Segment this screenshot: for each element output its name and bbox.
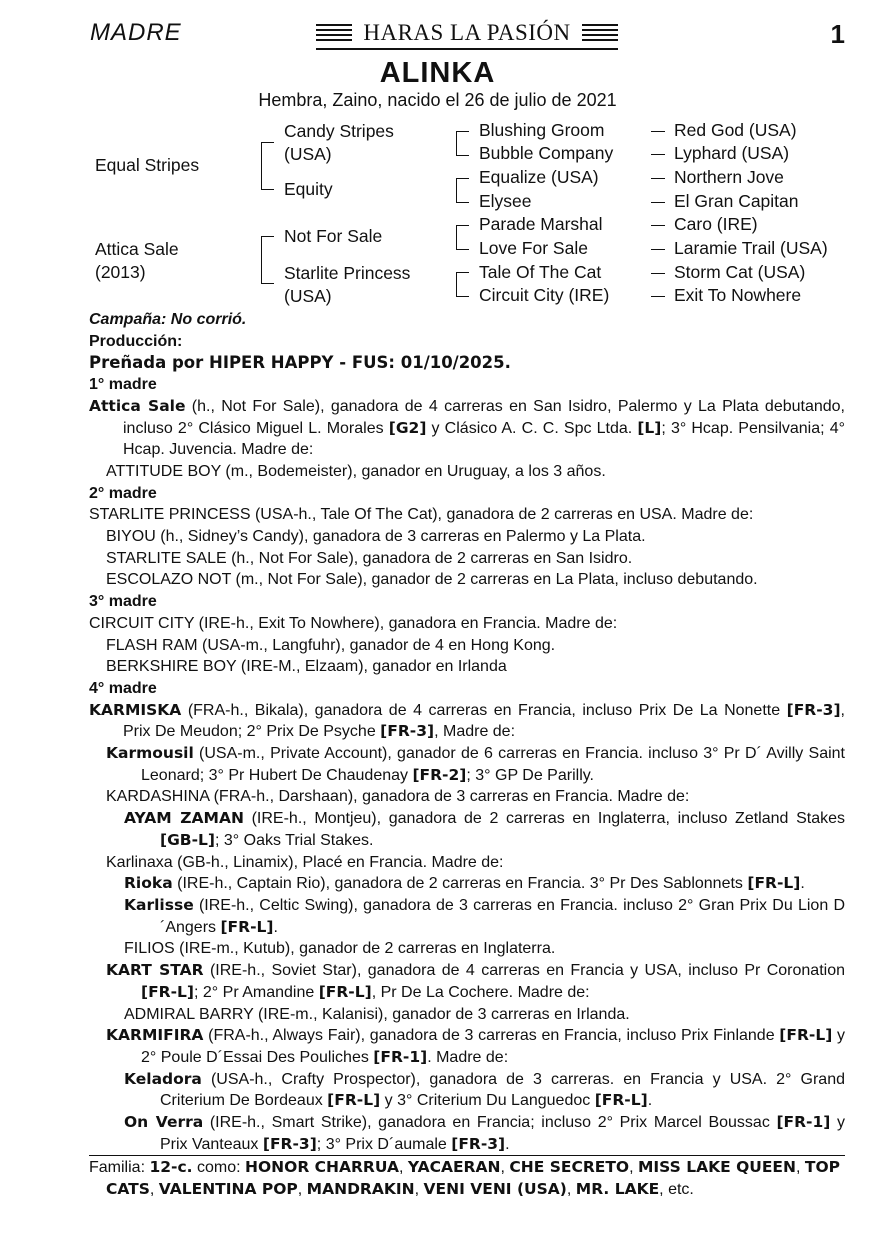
pedigree-dash xyxy=(651,178,665,179)
pregnancy-line: Preñada por HIPER HAPPY - FUS: 01/10/2025. xyxy=(89,353,511,373)
offspring-entry: BERKSHIRE BOY (IRE-M., Elzaam), ganador en Irlanda xyxy=(106,658,507,676)
brand-name: HARAS LA PASIÓN xyxy=(363,20,571,45)
pedigree-dash xyxy=(651,296,665,297)
pedigree-g2-name: Not For Sale xyxy=(284,226,383,246)
pedigree-g4: Exit To Nowhere xyxy=(674,285,802,305)
horse-name: Attica Sale xyxy=(89,396,186,415)
dam1-heading: 1° madre xyxy=(89,376,157,394)
race-grade: [FR-3] xyxy=(380,722,435,741)
pedigree-dash xyxy=(651,225,665,226)
pedigree-g3: Circuit City (IRE) xyxy=(479,285,610,305)
race-grade: [FR-L] xyxy=(220,917,274,936)
offspring-entry: BIYOU (h., Sidney’s Candy), ganadora de 3 carreras en Palermo y La Plata. xyxy=(106,528,646,546)
pedigree-bracket xyxy=(261,142,274,190)
production-label: Producción: xyxy=(89,332,183,350)
campaign-line: Campaña: No corrió. xyxy=(89,311,247,328)
family-line: Familia: 12-c. como: HONOR CHARRUA, YACAERAN, CHE SECRETO, MISS LAKE QUEEN, TOP CATS, VALENTINA POP, MANDRAKIN, VENI VENI (USA), MR. LAKE, etc. xyxy=(89,1155,845,1200)
offspring-entry: FLASH RAM (USA-m., Langfuhr), ganador de 4 en Hong Kong. xyxy=(106,636,556,654)
pedigree-g3: Tale Of The Cat xyxy=(479,262,602,282)
pedigree-g2-origin: (USA) xyxy=(284,144,332,164)
pedigree-g4: Laramie Trail (USA) xyxy=(674,238,828,258)
race-grade: [FR-L] xyxy=(594,1091,648,1110)
family-member: HONOR CHARRUA xyxy=(245,1158,399,1177)
family-member: MR. LAKE xyxy=(575,1180,660,1199)
race-grade: [FR-L] xyxy=(141,982,195,1001)
offspring-entry: KARDASHINA (FRA-h., Darshaan), ganadora de 3 carreras en Francia. Madre de: xyxy=(106,788,690,806)
horse-name: On Verra xyxy=(124,1113,204,1132)
race-grade: [G2] xyxy=(388,418,427,437)
family-member: MANDRAKIN xyxy=(306,1180,415,1199)
horse-name: Karmousil xyxy=(106,744,194,763)
horse-name: AYAM ZAMAN xyxy=(124,809,244,828)
horse-name: KARMIFIRA xyxy=(106,1026,204,1045)
horse-name: Keladora xyxy=(124,1069,202,1088)
pedigree-g3: Blushing Groom xyxy=(479,120,605,140)
race-grade: [FR-1] xyxy=(776,1113,831,1132)
horse-name: KART STAR xyxy=(106,961,204,980)
catalog-body xyxy=(89,309,845,1201)
offspring-entry: Karlisse (IRE-h., Celtic Swing), ganadora de 3 carreras en Francia. incluso 2° Gran Prix Du Lion D´Angers [FR-L]. xyxy=(124,895,845,936)
race-grade: [FR-2] xyxy=(412,765,467,784)
pedigree-g4: El Gran Capitan xyxy=(674,191,799,211)
pedigree-g3: Parade Marshal xyxy=(479,214,603,234)
offspring-entry: FILIOS (IRE-m., Kutub), ganador de 2 carreras en Inglaterra. xyxy=(124,940,556,958)
race-grade: [FR-L] xyxy=(327,1091,381,1110)
pedigree-g4: Storm Cat (USA) xyxy=(674,262,806,282)
dam4-entry: KARMISKA (FRA-h., Bikala), ganadora de 4 carreras en Francia, incluso Prix De La Nonette [FR-3], Prix De Meudon; 2° Prix De Psyche [FR-3], Madre de: xyxy=(89,700,845,741)
pedigree-sire: Equal Stripes xyxy=(95,155,200,175)
horse-name: KARMISKA xyxy=(89,700,182,719)
logo-underline xyxy=(316,48,618,50)
race-grade: [FR-L] xyxy=(747,874,801,893)
offspring-entry: ESCOLAZO NOT (m., Not For Sale), ganador de 2 carreras en La Plata, incluso debutando. xyxy=(106,571,758,589)
pedigree-dash xyxy=(651,249,665,250)
horse-description: Hembra, Zaino, nacido el 26 de julio de 2021 xyxy=(258,90,617,110)
race-grade: [FR-1] xyxy=(373,1047,428,1066)
race-grade: [FR-3] xyxy=(451,1134,506,1153)
horse-name: Karlisse xyxy=(124,895,194,914)
dam3-heading: 3° madre xyxy=(89,593,157,611)
family-member: CHE SECRETO xyxy=(509,1158,630,1177)
offspring-entry: KARMIFIRA (FRA-h., Always Fair), ganadora de 3 carreras en Francia, incluso Prix Finlande [FR-L] y 2° Poule D´Essai Des Pouliches [FR-1]. Madre de: xyxy=(106,1026,845,1066)
pedigree-g2-name: Equity xyxy=(284,179,333,199)
family-member: VENI VENI (USA) xyxy=(423,1180,567,1199)
family-member: TOP CATS xyxy=(106,1158,840,1199)
pedigree-bracket xyxy=(261,236,274,284)
pedigree-bracket xyxy=(456,272,469,297)
offspring-entry: AYAM ZAMAN (IRE-h., Montjeu), ganadora de 2 carreras en Inglaterra, incluso Zetland Stakes [GB-L]; 3° Oaks Trial Stakes. xyxy=(124,809,845,849)
brand-logo xyxy=(316,18,618,48)
offspring-entry: STARLITE SALE (h., Not For Sale), ganadora de 2 carreras en San Isidro. xyxy=(106,549,633,567)
dam2-entry: STARLITE PRINCESS (USA-h., Tale Of The Cat), ganadora de 2 carreras en USA. Madre de: xyxy=(89,506,754,524)
family-code: 12-c. xyxy=(149,1158,193,1177)
horse-name: ALINKA xyxy=(379,57,496,89)
race-grade: [L] xyxy=(637,418,662,437)
pedigree-g3: Love For Sale xyxy=(479,238,588,258)
offspring-entry: Karmousil (USA-m., Private Account), ganador de 6 carreras en Francia. incluso 3° Pr D´ Avilly Saint Leonard; 3° Pr Hubert De Chaudenay [FR-2]; 3° GP De Parilly. xyxy=(106,744,845,784)
pedigree-g3: Bubble Company xyxy=(479,143,614,163)
pedigree-g2-name: Starlite Princess xyxy=(284,263,411,283)
pedigree-dash xyxy=(651,131,665,132)
race-grade: [FR-3] xyxy=(262,1134,317,1153)
logo-bars-right-icon xyxy=(582,24,618,42)
horse-name: Rioka xyxy=(124,874,173,893)
pedigree-dam: Attica Sale xyxy=(95,239,179,259)
family-member: VALENTINA POP xyxy=(158,1180,298,1199)
dam4-heading: 4° madre xyxy=(89,679,157,697)
offspring-entry: Rioka (IRE-h., Captain Rio), ganadora de 2 carreras en Francia. 3° Pr Des Sablonnets [FR-L]. xyxy=(124,874,805,893)
family-member: MISS LAKE QUEEN xyxy=(637,1158,796,1177)
race-grade: [GB-L] xyxy=(160,830,216,849)
pedigree-g4: Lyphard (USA) xyxy=(674,143,790,163)
pedigree-g4: Caro (IRE) xyxy=(674,214,758,234)
pedigree-bracket xyxy=(456,131,469,156)
offspring-entry: Keladora (USA-h., Crafty Prospector), ganadora de 3 carreras. en Francia y USA. 2° Grand Criterium De Bordeaux [FR-L] y 3° Criterium Du Languedoc [FR-L]. xyxy=(124,1069,845,1110)
offspring-entry: On Verra (IRE-h., Smart Strike), ganadora en Francia; incluso 2° Prix Marcel Boussac [FR-1] y Prix Vanteaux [FR-3]; 3° Prix D´aumale [FR-3]. xyxy=(124,1113,846,1153)
offspring-entry: ATTITUDE BOY (m., Bodemeister), ganador en Uruguay, a los 3 años. xyxy=(106,462,606,480)
race-grade: [FR-L] xyxy=(779,1026,833,1045)
pedigree-g3: Equalize (USA) xyxy=(479,167,599,187)
pedigree-dash xyxy=(651,202,665,203)
pedigree-dash xyxy=(651,154,665,155)
dam3-entry: CIRCUIT CITY (IRE-h., Exit To Nowhere), ganadora en Francia. Madre de: xyxy=(89,614,618,632)
dam1-entry: Attica Sale (h., Not For Sale), ganadora de 4 carreras en San Isidro, Palermo y La Plata debutando, incluso 2° Clásico Miguel L. Morales [G2] y Clásico A. C. C. Spc Ltda. [L]; 3° Hcap. Pensilvania; 4° Hcap. Juvencia. Madre de: xyxy=(89,396,846,459)
race-grade: [FR-3] xyxy=(786,700,841,719)
pedigree-dash xyxy=(651,273,665,274)
pedigree-g3: Elysee xyxy=(479,191,532,211)
pedigree-g4: Northern Jove xyxy=(674,167,784,187)
pedigree-g4: Red God (USA) xyxy=(674,120,797,140)
offspring-entry: KART STAR (IRE-h., Soviet Star), ganadora de 4 carreras en Francia y USA, incluso Pr Coronation [FR-L]; 2° Pr Amandine [FR-L], Pr De La Cochere. Madre de: xyxy=(106,961,846,1001)
pedigree-bracket xyxy=(456,178,469,203)
race-grade: [FR-L] xyxy=(318,982,372,1001)
section-label: MADRE xyxy=(90,19,182,46)
pedigree-g2-name: Candy Stripes xyxy=(284,121,394,141)
pedigree-g2-origin: (USA) xyxy=(284,286,332,306)
offspring-entry: Karlinaxa (GB-h., Linamix), Placé en Francia. Madre de: xyxy=(106,853,504,871)
page-number: 1 xyxy=(830,19,845,49)
pedigree-bracket xyxy=(456,225,469,250)
family-member: YACAERAN xyxy=(407,1158,501,1177)
offspring-entry: ADMIRAL BARRY (IRE-m., Kalanisi), ganador de 3 carreras en Irlanda. xyxy=(124,1005,630,1023)
dam2-heading: 2° madre xyxy=(89,484,157,502)
pedigree-dam-year: (2013) xyxy=(95,262,146,282)
